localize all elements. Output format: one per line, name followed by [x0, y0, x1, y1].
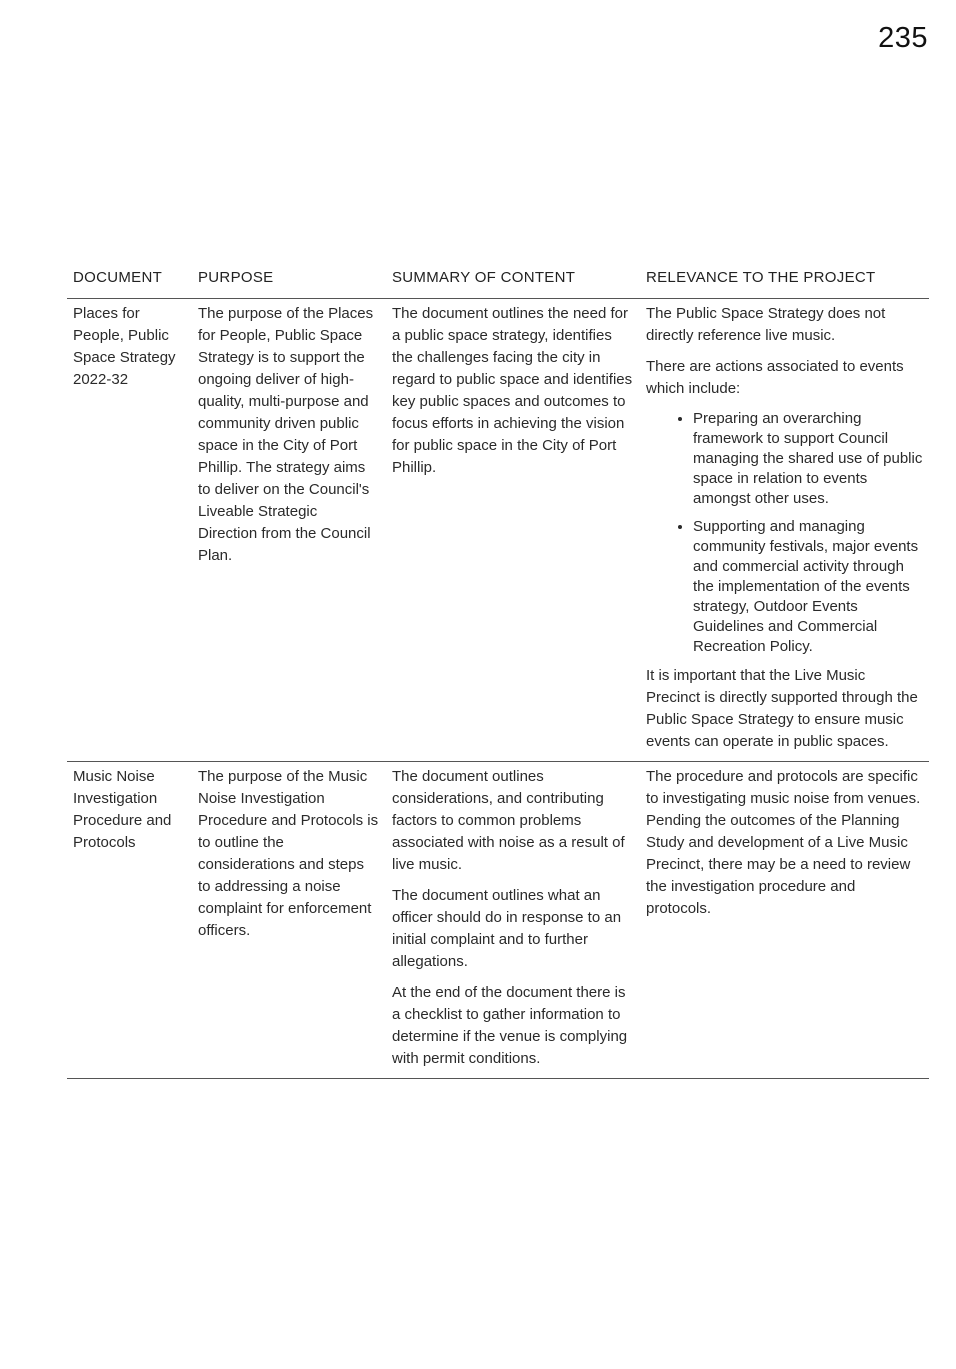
relevance-paragraph: It is important that the Live Music Precinct is directly supported through the Public Space Strategy to ensure music events can operate in public spaces.	[646, 667, 918, 750]
table-row	[67, 299, 929, 762]
summary-paragraph: The document outlines what an officer should do in response to an initial complaint and to further allegations.	[392, 887, 622, 970]
relevance-paragraph: The Public Space Strategy does not directly reference live music.	[646, 305, 886, 344]
page-number: 235	[878, 22, 928, 54]
document-review-table	[67, 262, 929, 1079]
table-header-row	[67, 262, 929, 299]
cell-summary	[386, 299, 640, 762]
header-purpose: PURPOSE	[192, 262, 386, 299]
cell-purpose: The purpose of the Music Noise Investigation Procedure and Protocols is to outline the considerations and steps to addressing a noise complaint for enforcement officers.	[192, 762, 386, 1079]
summary-paragraph: At the end of the document there is a checklist to gather information to determine if the venue is complying with permit conditions.	[392, 984, 628, 1067]
cell-document: Places for People, Public Space Strategy 2022-32	[67, 299, 192, 762]
header-summary: SUMMARY OF CONTENT	[386, 262, 640, 299]
summary-paragraph: The document outlines the need for a public space strategy, identifies the challenges facing the city in regard to public space and identifies key public spaces and outcomes to focus efforts in achieving the vision for public space in the City of Port Phillip.	[392, 305, 633, 476]
cell-document: Music Noise Investigation Procedure and Protocols	[67, 762, 192, 1079]
cell-relevance	[640, 299, 929, 762]
relevance-paragraph: There are actions associated to events which include:	[646, 358, 904, 397]
header-relevance: RELEVANCE TO THE PROJECT	[640, 262, 929, 299]
relevance-bullet-list	[646, 409, 923, 657]
header-document: DOCUMENT	[67, 262, 192, 299]
cell-summary	[386, 762, 640, 1079]
list-item: • Supporting and managing community festivals, major events and commercial activity through the implementation of the events strategy, Outdoor Events Guidelines and Commercial Recreation Policy.	[693, 517, 923, 657]
summary-paragraph: The document outlines considerations, and contributing factors to common problems associated with noise as a result of live music.	[392, 768, 625, 873]
cell-purpose: The purpose of the Places for People, Public Space Strategy is to support the ongoing deliver of high-quality, multi-purpose and community driven public space in the City of Port Phillip. The strategy aims to deliver on the Council's Liveable Strategic Direction from the Council Plan.	[192, 299, 386, 762]
list-item: • Preparing an overarching framework to support Council managing the shared use of public space in relation to events amongst other uses.	[693, 409, 923, 509]
table-row	[67, 762, 929, 1079]
cell-relevance: The procedure and protocols are specific to investigating music noise from venues. Pending the outcomes of the Planning Study and development of a Live Music Precinct, there may be a need to review the investigation procedure and protocols.	[640, 762, 929, 1079]
